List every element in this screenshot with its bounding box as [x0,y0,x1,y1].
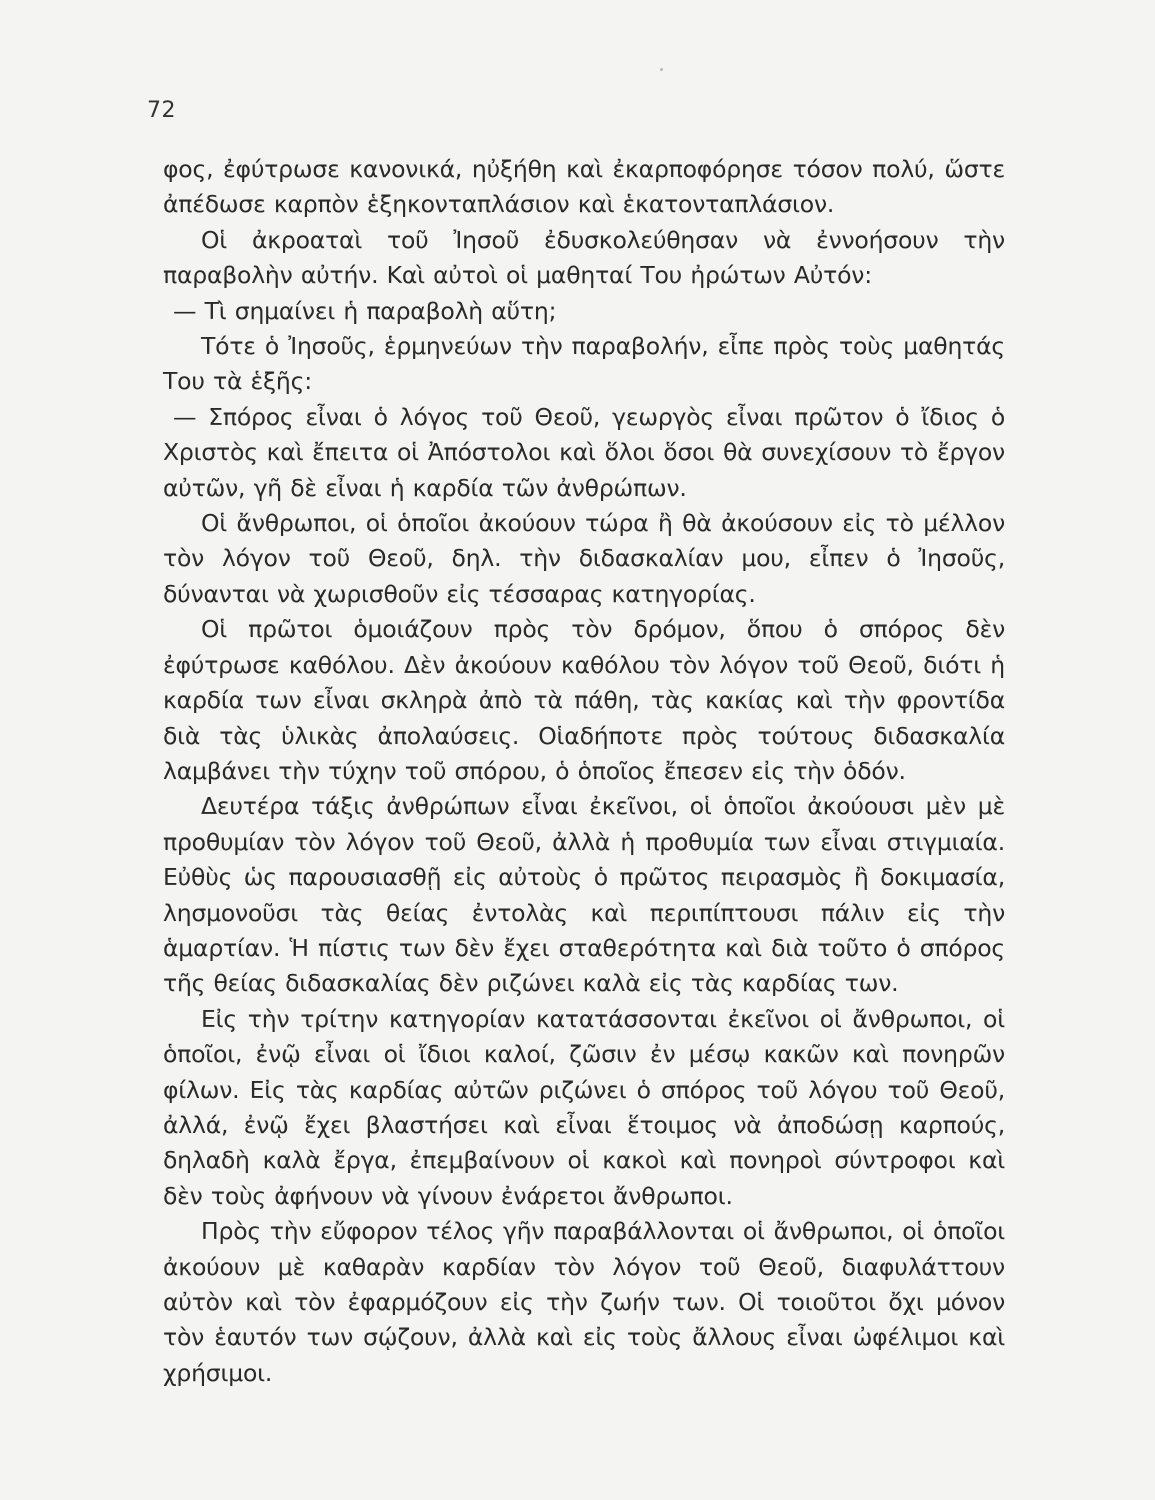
paragraph-6: Δευτέρα τάξις ἀνθρώπων εἶναι ἐκεῖνοι, οἱ ὁποῖοι ἀκούουσι μὲν μὲ προθυμίαν τὸν λόγον τοῦ Θεοῦ, ἀλλὰ ἡ προθυμία των εἶναι στιγμιαία. Εὐθὺς ὡς παρουσιασθῇ εἰς αὐτοὺς ὁ πρῶτος πειρασμὸς ἢ δοκιμασία, λησμονοῦσι τὰς θείας ἐντολὰς καὶ περιπίπτουσι πάλιν εἰς τὴν ἁμαρτίαν. Ἡ πίστις των δὲν ἔχει σταθερότητα καὶ διὰ τοῦτο ὁ σπόρος τῆς θείας διδασκαλίας δὲν ριζώνει καλὰ εἰς τὰς καρδίας των. [163,792,1005,998]
dialogue-question: — Τὶ σημαίνει ἡ παραβολὴ αὕτη; [173,296,557,325]
paragraph-3: Τότε ὁ Ἰησοῦς, ἑρμηνεύων τὴν παραβολήν, εἶπε πρὸς τοὺς μαθητάς Του τὰ ἑξῆς: [163,332,1005,396]
body-text [163,152,1005,1391]
paper-speck [660,68,663,71]
paragraph-4: Οἱ ἄνθρωποι, οἱ ὁποῖοι ἀκούουν τώρα ἢ θὰ ἀκούσουν εἰς τὸ μέλλον τὸν λόγον τοῦ Θεοῦ, δηλ. τὴν διδασκαλίαν μου, εἶπεν ὁ Ἰησοῦς, δύνανται νὰ χωρισθοῦν εἰς τέσσαρας κατηγορίας. [163,509,1005,608]
paragraph-5: Οἱ πρῶτοι ὁμοιάζουν πρὸς τὸν δρόμον, ὅπου ὁ σπόρος δὲν ἐφύτρωσε καθόλου. Δὲν ἀκούουν καθόλου τὸν λόγον τοῦ Θεοῦ, διότι ἡ καρδία των εἶναι σκληρὰ ἀπὸ τὰ πάθη, τὰς κακίας καὶ τὴν φροντίδα διὰ τὰς ὑλικὰς ἀπολαύσεις. Οἱαδήποτε πρὸς τούτους διδασκαλία λαμβάνει τὴν τύχην τοῦ σπόρου, ὁ ὁποῖος ἔπεσεν εἰς τὴν ὁδόν. [163,615,1005,785]
paragraph-7: Εἰς τὴν τρίτην κατηγορίαν κατατάσσονται ἐκεῖνοι οἱ ἄνθρωποι, οἱ ὁποῖοι, ἐνῷ εἶναι οἱ ἴδιοι καλοί, ζῶσιν ἐν μέσῳ κακῶν καὶ πονηρῶν φίλων. Εἰς τὰς καρδίας αὐτῶν ριζώνει ὁ σπόρος τοῦ λόγου τοῦ Θεοῦ, ἀλλά, ἐνῷ ἔχει βλαστήσει καὶ εἶναι ἕτοιμος νὰ ἀποδώσῃ καρπούς, δηλαδὴ καλὰ ἔργα, ἐπεμβαίνουν οἱ κακοὶ καὶ πονηροὶ σύντροφοι καὶ δὲν τοὺς ἀφήνουν νὰ γίνουν ἐνάρετοι ἄνθρωποι. [163,1004,1005,1210]
paragraph-8: Πρὸς τὴν εὔφορον τέλος γῆν παραβάλλονται οἱ ἄνθρωποι, οἱ ὁποῖοι ἀκούουν μὲ καθαρὰν καρδίαν τὸν λόγον τοῦ Θεοῦ, διαφυλάττουν αὐτὸν καὶ τὸν ἐφαρμόζουν εἰς τὴν ζωήν των. Οἱ τοιοῦτοι ὄχι μόνον τὸν ἑαυτόν των σῴζουν, ἀλλὰ καὶ εἰς τοὺς ἄλλους εἶναι ὠφέλιμοι καὶ χρήσιμοι. [163,1217,1005,1387]
paragraph-1: φος, ἐφύτρωσε κανονικά, ηὐξήθη καὶ ἐκαρποφόρησε τόσον πολύ, ὥστε ἀπέδωσε καρπὸν ἑξηκονταπλάσιον καὶ ἑκατονταπλάσιον. [163,155,1005,219]
dialogue-answer: — Σπόρος εἶναι ὁ λόγος τοῦ Θεοῦ, γεωργὸς εἶναι πρῶτον ὁ ἴδιος ὁ Χριστὸς καὶ ἔπειτα οἱ Ἀπόστολοι καὶ ὅλοι ὅσοι θὰ συνεχίσουν τὸ ἔργον αὐτῶν, γῆ δὲ εἶναι ἡ καρδία τῶν ἀνθρώπων. [163,402,1005,502]
paragraph-2: Οἱ ἀκροαταὶ τοῦ Ἰησοῦ ἐδυσκολεύθησαν νὰ ἐννοήσουν τὴν παραβολὴν αὐτήν. Καὶ αὐτοὶ οἱ μαθηταί Του ἠρώτων Αὐτόν: [163,225,1005,290]
page-number: 72 [147,98,176,123]
